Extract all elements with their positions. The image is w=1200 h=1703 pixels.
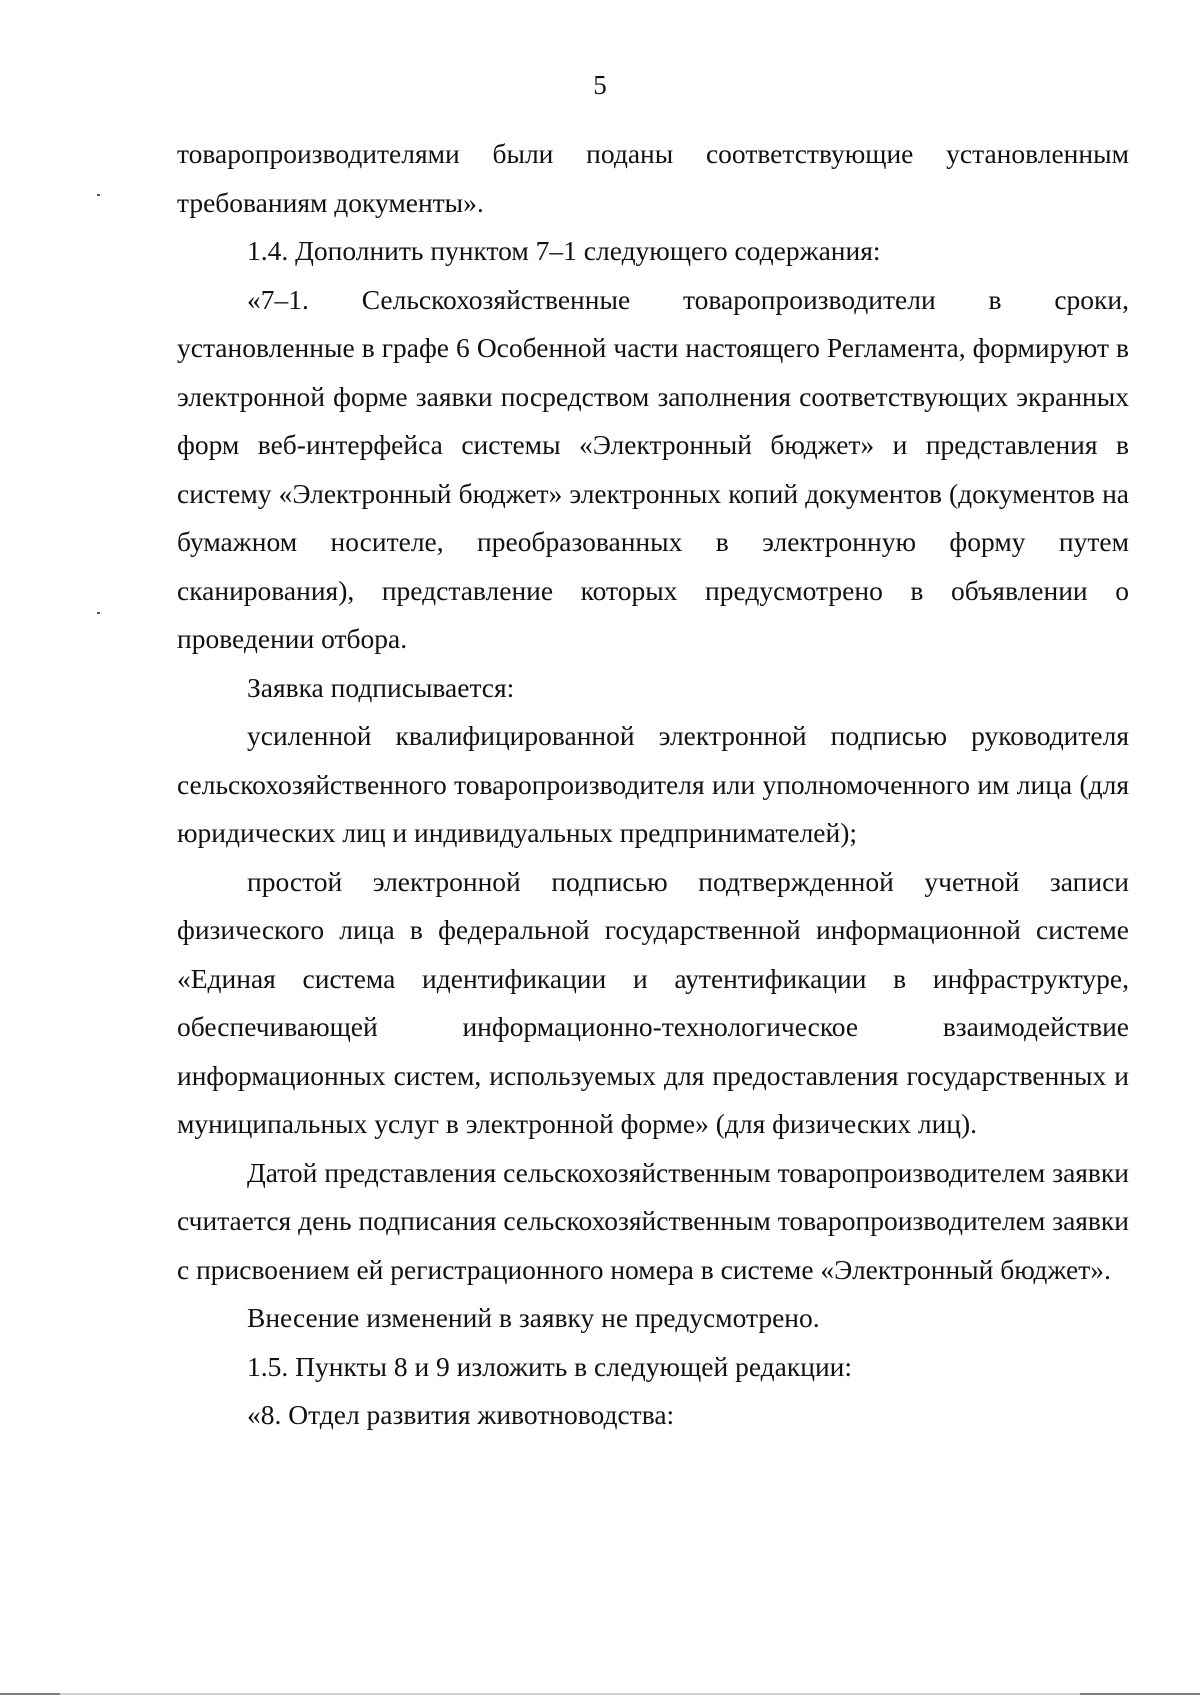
paragraph: усиленной квалифицированной электронной подписью руководителя сельскохозяйственного товаропроизводителя или уполномоченного им лица (для юридических лиц и индивидуальных предпринимателей); — [177, 720, 1129, 848]
paragraph: «7–1. Сельскохозяйственные товаропроизводители в сроки, установленные в графе 6 Особенной части настоящего Регламента, формируют в электронной форме заявки посредством заполнения соответствующих экранных форм веб-интерфейса системы «Электронный бюджет» и представления в систему «Электронный бюджет» электронных копий документов (документов на бумажном носителе, преобразованных в электронную форму путем сканирования), представление которых предусмотрено в объявлении о проведении отбора. — [177, 283, 1129, 654]
margin-mark — [97, 194, 100, 196]
paragraph: простой электронной подписью подтвержденной учетной записи физического лица в федеральной государственной информационной системе «Единая система идентификации и аутентификации в инфраструктуре, обеспечивающей информационно-технологическое взаимодействие информационных систем, используемых для предоставления государственных и муниципальных услуг в электронной форме» (для физических лиц). — [177, 865, 1129, 1139]
paragraph: товаропроизводителями были поданы соответствующие установленным требованиям документы». — [177, 138, 1129, 218]
scan-edge-line — [0, 1693, 1200, 1695]
paragraph: Заявка подписывается: — [247, 671, 515, 703]
document-body — [177, 130, 1129, 1440]
paragraph: 1.5. Пункты 8 и 9 изложить в следующей редакции: — [247, 1350, 853, 1382]
margin-mark — [97, 612, 100, 614]
paragraph: Датой представления сельскохозяйственным товаропроизводителем заявки считается день подписания сельскохозяйственным товаропроизводителем заявки с присвоением ей регистрационного номера в системе «Электронный бюджет». — [177, 1156, 1129, 1285]
paragraph: Внесение изменений в заявку не предусмотрено. — [247, 1302, 820, 1333]
page-number: 5 — [593, 70, 607, 100]
paragraph: «8. Отдел развития животноводства: — [247, 1399, 675, 1430]
paragraph: 1.4. Дополнить пунктом 7–1 следующего содержания: — [247, 235, 881, 266]
